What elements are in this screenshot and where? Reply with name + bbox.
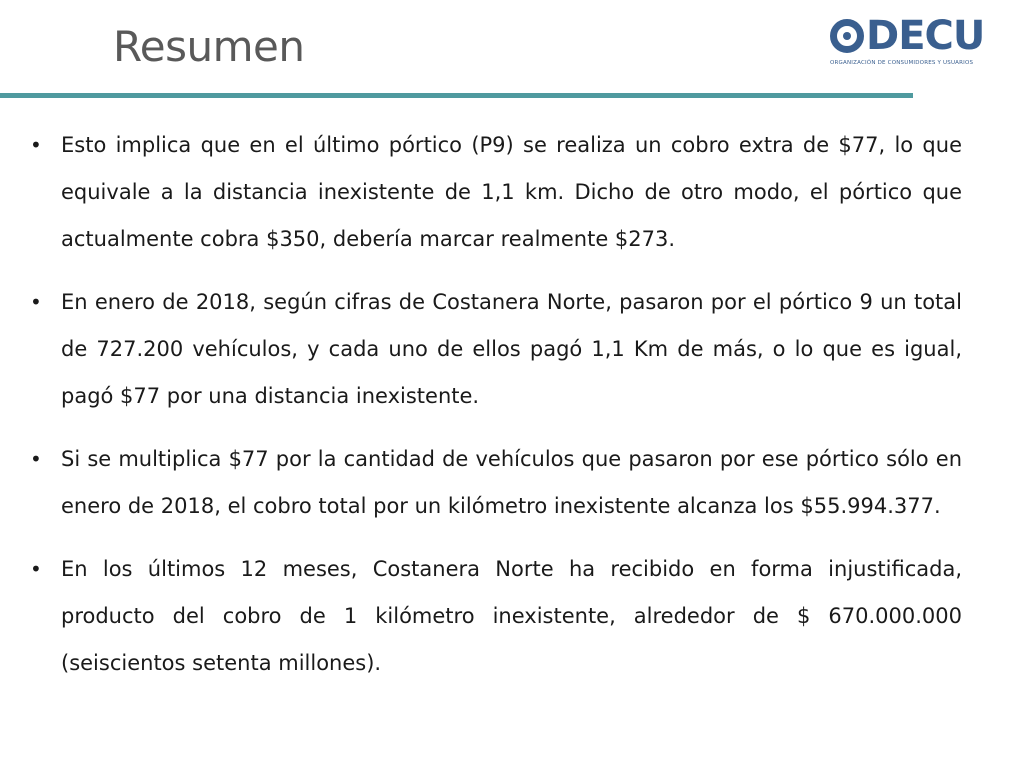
- logo-subtitle: ORGANIZACIÓN DE CONSUMIDORES Y USUARIOS: [830, 60, 974, 66]
- logo-o-icon: [830, 19, 864, 53]
- bullet-item: [30, 279, 962, 420]
- bullet-text: Si se multiplica $77 por la cantidad de vehículos que pasaron por ese pórtico sólo en enero de 2018, el cobro total por un kilómetro inexistente alcanza los $55.994.377.: [61, 447, 962, 518]
- title-underline: [0, 93, 913, 98]
- bullet-dot-icon: •: [30, 290, 42, 314]
- logo-brand-text: DECU: [866, 13, 985, 59]
- bullet-text: En enero de 2018, según cifras de Costanera Norte, pasaron por el pórtico 9 un total de 727.200 vehículos, y cada uno de ellos pagó 1,1 Km de más, o lo que es igual, pagó $77 por una distancia inexistente.: [61, 290, 962, 408]
- bullet-item: [30, 436, 962, 530]
- bullet-item: [30, 122, 962, 263]
- bullet-list: [30, 122, 962, 703]
- bullet-dot-icon: •: [30, 557, 42, 581]
- bullet-dot-icon: •: [30, 133, 42, 157]
- bullet-text: En los últimos 12 meses, Costanera Norte ha recibido en forma injustificada, producto del cobro de 1 kilómetro inexistente, alrededor de $ 670.000.000 (seiscientos setenta millones).: [61, 557, 962, 675]
- logo-wordmark: [830, 14, 995, 58]
- bullet-item: [30, 546, 962, 687]
- slide-title: Resumen: [113, 22, 305, 71]
- odecu-logo: [830, 14, 995, 74]
- bullet-text: Esto implica que en el último pórtico (P9) se realiza un cobro extra de $77, lo que equivale a la distancia inexistente de 1,1 km. Dicho de otro modo, el pórtico que actualmente cobra $350, debería marcar realmente $273.: [61, 133, 962, 251]
- bullet-dot-icon: •: [30, 447, 42, 471]
